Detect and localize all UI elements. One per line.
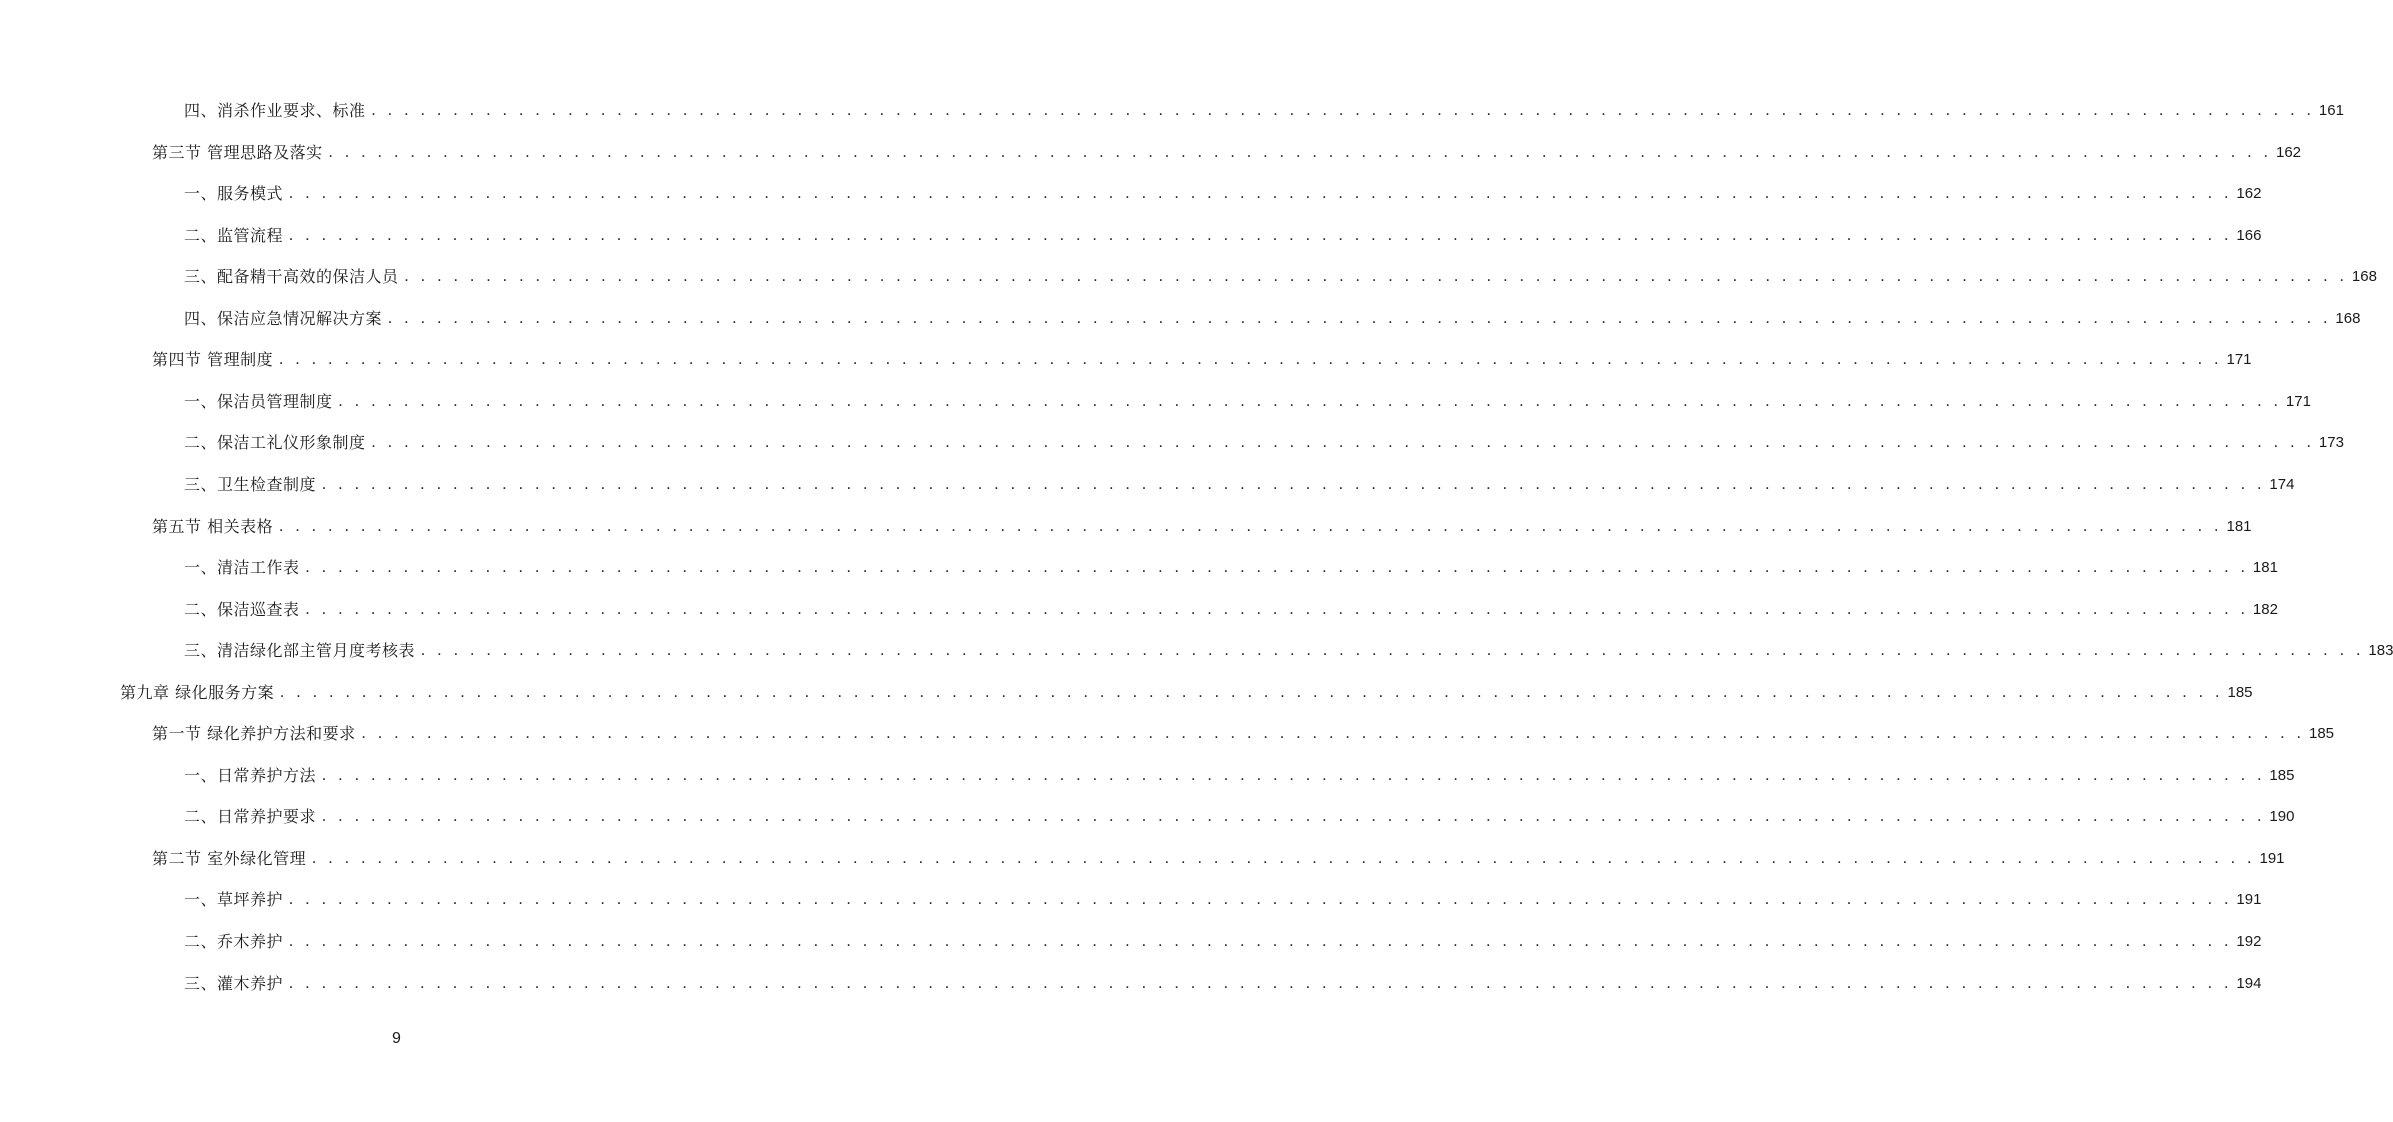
toc-leader-dots: . . . . . . . . . . . . . . . . . . . . . . . . . . . . . . . . . . . . . . . . . . . . . . . . . . . . . . . . . . . . . . . . . . . . . . . . . . . . . . . . . . . . . . . . . . . . . . . . . . . . . . . . . . . . . . . . . . . . . . . [421, 642, 2365, 660]
toc-leader-dots: . . . . . . . . . . . . . . . . . . . . . . . . . . . . . . . . . . . . . . . . . . . . . . . . . . . . . . . . . . . . . . . . . . . . . . . . . . . . . . . . . . . . . . . . . . . . . . . . . . . . . . . . . . . . . . . . . . . . . . . [371, 102, 2315, 119]
toc-entry-title: 一、草坪养护 [184, 890, 284, 910]
toc-entry-page-number: 191 [2259, 849, 2285, 867]
page-number: 9 [392, 1030, 401, 1047]
toc-entry-title: 第五节 相关表格 [152, 516, 274, 536]
toc-entry-page-number: 185 [2227, 683, 2253, 701]
toc-entry-page-number: 171 [2226, 351, 2252, 369]
toc-entry-page-number: 194 [2236, 974, 2262, 992]
toc-entry-page-number: 174 [2269, 475, 2295, 493]
toc-entry[interactable] [184, 470, 2295, 500]
toc-entry-page-number: 173 [2318, 434, 2344, 452]
toc-entry[interactable] [152, 138, 2302, 168]
toc-leader-dots: . . . . . . . . . . . . . . . . . . . . . . . . . . . . . . . . . . . . . . . . . . . . . . . . . . . . . . . . . . . . . . . . . . . . . . . . . . . . . . . . . . . . . . . . . . . . . . . . . . . . . . . . . . . . . . . . . . . . . . . [289, 185, 2233, 203]
toc-entry-page-number: 182 [2252, 600, 2278, 618]
toc-entry-title: 二、日常养护要求 [184, 807, 317, 827]
toc-entry[interactable] [184, 553, 2278, 583]
toc-entry-page-number: 162 [2276, 143, 2302, 161]
toc-entry-title: 一、保洁员管理制度 [184, 391, 333, 411]
toc-entry-page-number: 181 [2226, 517, 2252, 535]
toc-entry-page-number: 168 [2351, 268, 2377, 286]
toc-entry[interactable] [184, 802, 2295, 832]
toc-leader-dots: . . . . . . . . . . . . . . . . . . . . . . . . . . . . . . . . . . . . . . . . . . . . . . . . . . . . . . . . . . . . . . . . . . . . . . . . . . . . . . . . . . . . . . . . . . . . . . . . . . . . . . . . . . . . . . . . . . . . . . . [289, 891, 2233, 909]
toc-entry-title: 第九章 绿化服务方案 [120, 682, 275, 702]
toc-entry-title: 二、保洁工礼仪形象制度 [184, 433, 366, 453]
toc-leader-dots: . . . . . . . . . . . . . . . . . . . . . . . . . . . . . . . . . . . . . . . . . . . . . . . . . . . . . . . . . . . . . . . . . . . . . . . . . . . . . . . . . . . . . . . . . . . . . . . . . . . . . . . . . . . . . . . . . . . . . . . [279, 517, 2223, 535]
toc-leader-dots: . . . . . . . . . . . . . . . . . . . . . . . . . . . . . . . . . . . . . . . . . . . . . . . . . . . . . . . . . . . . . . . . . . . . . . . . . . . . . . . . . . . . . . . . . . . . . . . . . . . . . . . . . . . . . . . . . . . . . . . [361, 725, 2305, 743]
toc-entry[interactable] [184, 304, 2361, 334]
toc-entry-page-number: 181 [2252, 559, 2278, 577]
toc-entry[interactable] [184, 636, 2393, 666]
toc-entry-page-number: 192 [2236, 933, 2262, 950]
toc-leader-dots: . . . . . . . . . . . . . . . . . . . . . . . . . . . . . . . . . . . . . . . . . . . . . . . . . . . . . . . . . . . . . . . . . . . . . . . . . . . . . . . . . . . . . . . . . . . . . . . . . . . . . . . . . . . . . . . . . . . . . . . [322, 475, 2266, 493]
toc-entry-title: 三、卫生检查制度 [184, 474, 317, 494]
toc-leader-dots: . . . . . . . . . . . . . . . . . . . . . . . . . . . . . . . . . . . . . . . . . . . . . . . . . . . . . . . . . . . . . . . . . . . . . . . . . . . . . . . . . . . . . . . . . . . . . . . . . . . . . . . . . . . . . . . . . . . . . . . [322, 766, 2266, 784]
toc-entry-title: 三、清洁绿化部主管月度考核表 [184, 641, 416, 661]
toc-leader-dots: . . . . . . . . . . . . . . . . . . . . . . . . . . . . . . . . . . . . . . . . . . . . . . . . . . . . . . . . . . . . . . . . . . . . . . . . . . . . . . . . . . . . . . . . . . . . . . . . . . . . . . . . . . . . . . . . . . . . . . . [312, 849, 2256, 867]
toc-entry-title: 三、灌木养护 [184, 973, 284, 993]
toc-leader-dots: . . . . . . . . . . . . . . . . . . . . . . . . . . . . . . . . . . . . . . . . . . . . . . . . . . . . . . . . . . . . . . . . . . . . . . . . . . . . . . . . . . . . . . . . . . . . . . . . . . . . . . . . . . . . . . . . . . . . . . . [289, 974, 2233, 992]
toc-entry-title: 一、服务模式 [184, 184, 284, 204]
toc-entry[interactable] [152, 719, 2335, 749]
toc-entry-page-number: 162 [2236, 185, 2262, 203]
toc-leader-dots: . . . . . . . . . . . . . . . . . . . . . . . . . . . . . . . . . . . . . . . . . . . . . . . . . . . . . . . . . . . . . . . . . . . . . . . . . . . . . . . . . . . . . . . . . . . . . . . . . . . . . . . . . . . . . . . . . . . . . . . [305, 559, 2249, 577]
toc-entry[interactable] [184, 387, 2311, 417]
toc-entry-page-number: 171 [2285, 392, 2311, 410]
toc-entry[interactable] [184, 262, 2377, 292]
toc-entry-title: 二、保洁巡查表 [184, 599, 300, 619]
toc-entry[interactable] [184, 885, 2262, 915]
toc-leader-dots: . . . . . . . . . . . . . . . . . . . . . . . . . . . . . . . . . . . . . . . . . . . . . . . . . . . . . . . . . . . . . . . . . . . . . . . . . . . . . . . . . . . . . . . . . . . . . . . . . . . . . . . . . . . . . . . . . . . . . . . [388, 309, 2332, 327]
toc-entry-title: 一、清洁工作表 [184, 558, 300, 578]
toc-entry[interactable] [184, 96, 2344, 126]
toc-leader-dots: . . . . . . . . . . . . . . . . . . . . . . . . . . . . . . . . . . . . . . . . . . . . . . . . . . . . . . . . . . . . . . . . . . . . . . . . . . . . . . . . . . . . . . . . . . . . . . . . . . . . . . . . . . . . . . . . . . . . . . . [328, 143, 2272, 161]
toc-leader-dots: . . . . . . . . . . . . . . . . . . . . . . . . . . . . . . . . . . . . . . . . . . . . . . . . . . . . . . . . . . . . . . . . . . . . . . . . . . . . . . . . . . . . . . . . . . . . . . . . . . . . . . . . . . . . . . . . . . . . . . . [338, 392, 2282, 410]
toc-entry[interactable] [184, 428, 2344, 458]
toc-entry-page-number: 185 [2269, 766, 2295, 784]
toc-entry[interactable] [152, 512, 2252, 542]
toc-leader-dots: . . . . . . . . . . . . . . . . . . . . . . . . . . . . . . . . . . . . . . . . . . . . . . . . . . . . . . . . . . . . . . . . . . . . . . . . . . . . . . . . . . . . . . . . . . . . . . . . . . . . . . . . . . . . . . . . . . . . . . . [322, 808, 2266, 826]
toc-entry-title: 四、消杀作业要求、标准 [184, 101, 366, 120]
toc-leader-dots: . . . . . . . . . . . . . . . . . . . . . . . . . . . . . . . . . . . . . . . . . . . . . . . . . . . . . . . . . . . . . . . . . . . . . . . . . . . . . . . . . . . . . . . . . . . . . . . . . . . . . . . . . . . . . . . . . . . . . . . [280, 683, 2224, 701]
toc-entry-page-number: 191 [2236, 891, 2262, 909]
toc-entry-title: 第三节 管理思路及落实 [152, 142, 323, 162]
toc-leader-dots: . . . . . . . . . . . . . . . . . . . . . . . . . . . . . . . . . . . . . . . . . . . . . . . . . . . . . . . . . . . . . . . . . . . . . . . . . . . . . . . . . . . . . . . . . . . . . . . . . . . . . . . . . . . . . . . . . . . . . . . [371, 434, 2315, 452]
toc-entry-page-number: 183 [2368, 642, 2393, 660]
toc-leader-dots: . . . . . . . . . . . . . . . . . . . . . . . . . . . . . . . . . . . . . . . . . . . . . . . . . . . . . . . . . . . . . . . . . . . . . . . . . . . . . . . . . . . . . . . . . . . . . . . . . . . . . . . . . . . . . . . . . . . . . . . [404, 268, 2348, 286]
toc-entry[interactable] [120, 678, 2253, 708]
toc-entry[interactable] [184, 595, 2278, 625]
toc-entry-title: 三、配备精干高效的保洁人员 [184, 267, 399, 287]
toc-entry-page-number: 190 [2269, 808, 2295, 826]
toc-entry-page-number: 166 [2236, 226, 2262, 244]
toc-entry-page-number: 168 [2335, 309, 2361, 327]
toc-entry[interactable] [184, 179, 2262, 209]
toc-entry[interactable] [152, 844, 2285, 874]
toc-entry-page-number: 185 [2309, 725, 2335, 743]
toc-entry-title: 二、乔木养护 [184, 932, 284, 951]
toc-entry-page-number: 161 [2318, 102, 2344, 119]
toc-entry-title: 四、保洁应急情况解决方案 [184, 308, 383, 328]
toc-leader-dots: . . . . . . . . . . . . . . . . . . . . . . . . . . . . . . . . . . . . . . . . . . . . . . . . . . . . . . . . . . . . . . . . . . . . . . . . . . . . . . . . . . . . . . . . . . . . . . . . . . . . . . . . . . . . . . . . . . . . . . . [289, 933, 2233, 950]
toc-leader-dots: . . . . . . . . . . . . . . . . . . . . . . . . . . . . . . . . . . . . . . . . . . . . . . . . . . . . . . . . . . . . . . . . . . . . . . . . . . . . . . . . . . . . . . . . . . . . . . . . . . . . . . . . . . . . . . . . . . . . . . . [279, 351, 2223, 369]
toc-entry-title: 第二节 室外绿化管理 [152, 848, 307, 868]
toc-entry[interactable] [184, 761, 2295, 791]
toc-entry[interactable] [184, 969, 2262, 999]
toc-entry-title: 二、监管流程 [184, 225, 284, 245]
toc-entry-title: 第四节 管理制度 [152, 350, 274, 370]
toc-entry-title: 一、日常养护方法 [184, 765, 317, 785]
toc-leader-dots: . . . . . . . . . . . . . . . . . . . . . . . . . . . . . . . . . . . . . . . . . . . . . . . . . . . . . . . . . . . . . . . . . . . . . . . . . . . . . . . . . . . . . . . . . . . . . . . . . . . . . . . . . . . . . . . . . . . . . . . [305, 600, 2249, 618]
toc-entry-title: 第一节 绿化养护方法和要求 [152, 724, 356, 744]
toc-entry[interactable] [184, 221, 2262, 251]
toc-entry[interactable] [184, 927, 2262, 957]
toc-entry[interactable] [152, 345, 2252, 375]
toc-leader-dots: . . . . . . . . . . . . . . . . . . . . . . . . . . . . . . . . . . . . . . . . . . . . . . . . . . . . . . . . . . . . . . . . . . . . . . . . . . . . . . . . . . . . . . . . . . . . . . . . . . . . . . . . . . . . . . . . . . . . . . . [289, 226, 2233, 244]
